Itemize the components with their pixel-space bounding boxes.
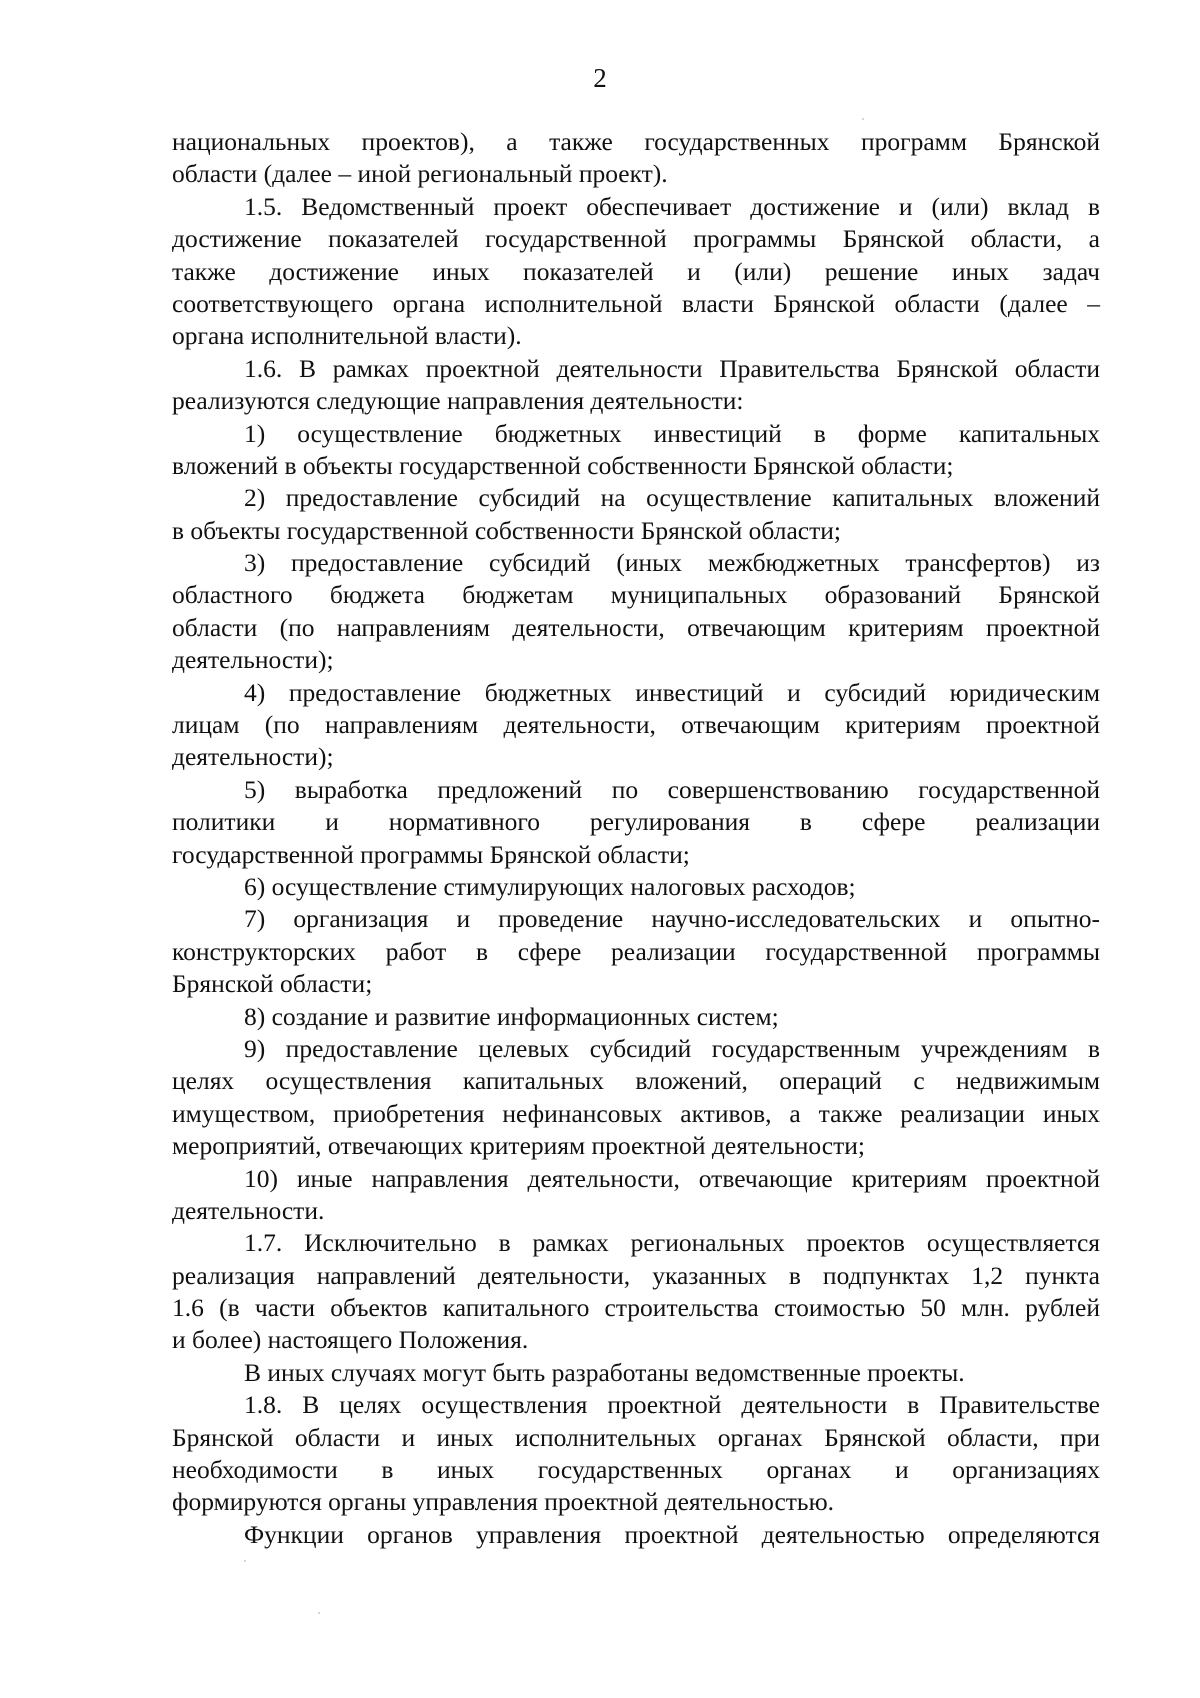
text-line: органа исполнительной власти). (172, 321, 522, 351)
text-line: области (по направлениям деятельности, отвечающим критериям проектной (172, 612, 1100, 642)
text-line: достижение показателей государственной программы Брянской области, а (172, 224, 1100, 254)
text-line: также достижение иных показателей и (или) решение иных задач (172, 256, 1100, 286)
text-line: лицам (по направлениям деятельности, отвечающим критериям проектной (172, 710, 1100, 740)
document-body (172, 126, 1100, 1551)
text-line: государственной программы Брянской области; (172, 839, 690, 869)
text-line: 9) предоставление целевых субсидий государственным учреждениям в (244, 1033, 1100, 1063)
scan-speck (318, 1612, 320, 1614)
text-line: 7) организация и проведение научно-исследовательских и опытно- (244, 904, 1100, 934)
text-line: имуществом, приобретения нефинансовых активов, а также реализации иных (172, 1098, 1100, 1128)
text-line: деятельности. (172, 1195, 325, 1225)
text-line: Функции органов управления проектной деятельностью определяются (244, 1519, 1100, 1549)
text-line: национальных проектов), а также государственных программ Брянской (172, 127, 1100, 156)
text-line: В иных случаях могут быть разработаны ведомственные проекты. (244, 1357, 965, 1387)
text-line: в объекты государственной собственности Брянской области; (172, 515, 841, 545)
text-line: и более) настоящего Положения. (172, 1325, 529, 1355)
text-line: областного бюджета бюджетам муниципальных образований Брянской (172, 580, 1100, 610)
text-line: вложений в объекты государственной собственности Брянской области; (172, 450, 954, 480)
text-line: 2) предоставление субсидий на осуществление капитальных вложений (244, 483, 1100, 513)
text-line: 1.6 (в части объектов капитального строительства стоимостью 50 млн. рублей (172, 1293, 1100, 1323)
text-line: 1.7. Исключительно в рамках региональных проектов осуществляется (244, 1228, 1100, 1258)
page-number: 2 (593, 63, 607, 93)
text-line: 8) создание и развитие информационных систем; (244, 1001, 779, 1031)
text-line: 6) осуществление стимулирующих налоговых расходов; (244, 871, 856, 901)
text-line: 5) выработка предложений по совершенствованию государственной (244, 774, 1100, 804)
text-line: 1.5. Ведомственный проект обеспечивает достижение и (или) вклад в (244, 191, 1100, 221)
text-line: Брянской области и иных исполнительных органах Брянской области, при (172, 1422, 1100, 1452)
text-line: Брянской области; (172, 969, 373, 999)
text-line: деятельности); (172, 645, 334, 675)
text-line: 4) предоставление бюджетных инвестиций и субсидий юридическим (244, 677, 1100, 707)
text-line: деятельности); (172, 742, 334, 772)
text-line: мероприятий, отвечающих критериям проектной деятельности; (172, 1131, 865, 1161)
text-line: необходимости в иных государственных органах и организациях (172, 1455, 1100, 1485)
text-line: целях осуществления капитальных вложений, операций с недвижимым (172, 1066, 1100, 1096)
scan-speck (244, 1560, 246, 1562)
text-line: конструкторских работ в сфере реализации государственной программы (172, 936, 1100, 966)
text-line: реализуются следующие направления деятельности: (172, 386, 744, 416)
text-line: реализация направлений деятельности, указанных в подпунктах 1,2 пункта (172, 1260, 1100, 1290)
text-line: 1.6. В рамках проектной деятельности Правительства Брянской области (244, 353, 1100, 383)
scan-speck (862, 118, 864, 120)
text-line: соответствующего органа исполнительной власти Брянской области (далее – (172, 288, 1100, 318)
text-line: области (далее – иной региональный проект). (172, 159, 668, 189)
text-line: 3) предоставление субсидий (иных межбюджетных трансфертов) из (244, 548, 1100, 578)
text-line: 1) осуществление бюджетных инвестиций в форме капитальных (244, 418, 1100, 448)
text-line: 10) иные направления деятельности, отвечающие критериям проектной (244, 1163, 1100, 1193)
text-line: политики и нормативного регулирования в сфере реализации (172, 807, 1100, 837)
text-line: формируются органы управления проектной деятельностью. (172, 1487, 834, 1517)
text-line: 1.8. В целях осуществления проектной деятельности в Правительстве (244, 1390, 1100, 1420)
